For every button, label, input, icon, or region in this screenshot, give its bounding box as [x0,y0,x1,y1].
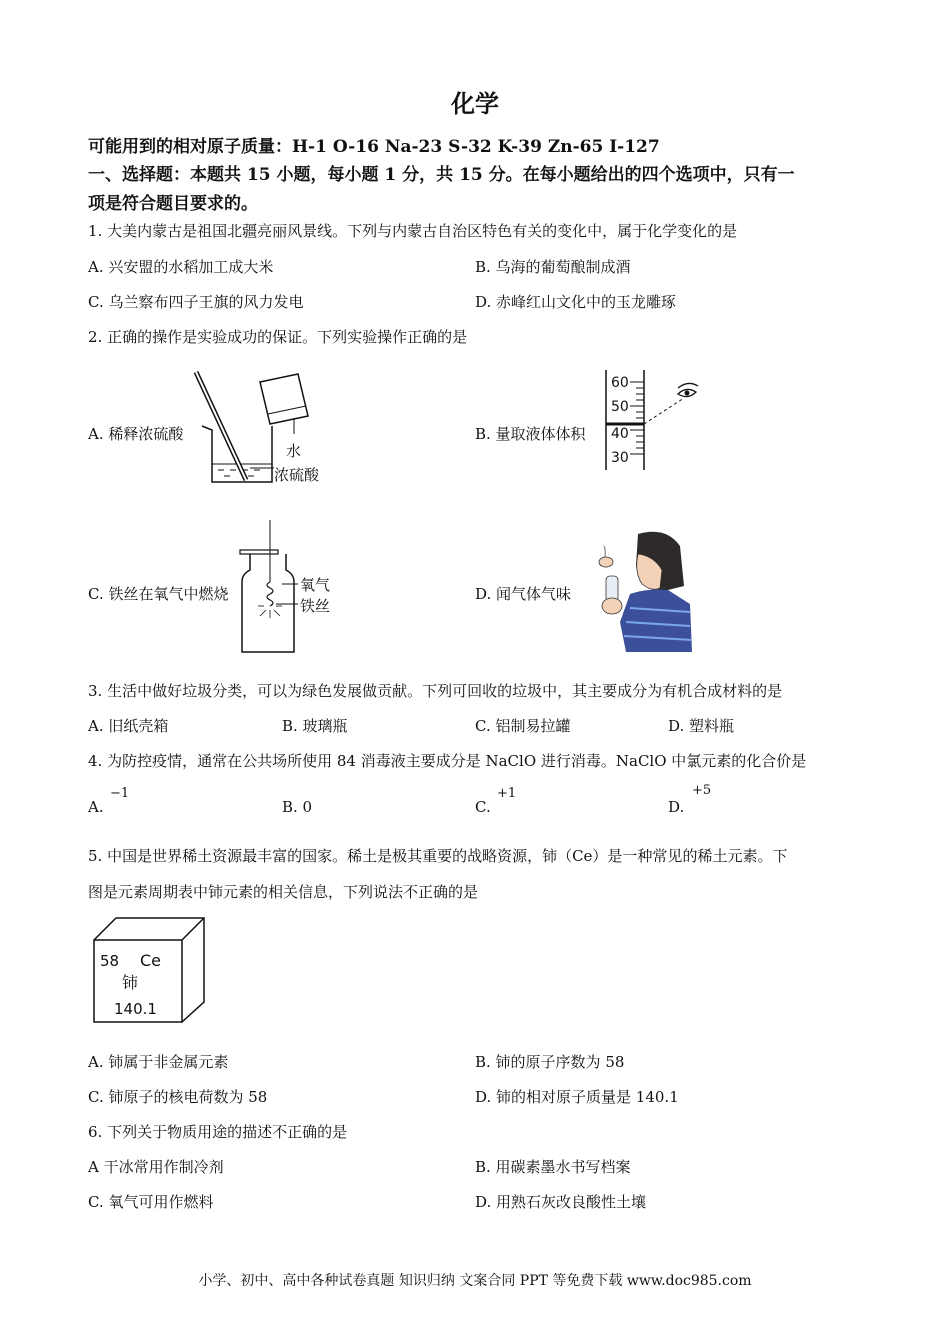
atomic-mass: 140.1 [114,1000,157,1018]
q2-option-c: C. 铁丝在氧气中燃烧 [88,585,229,603]
page-footer: 小学、初中、高中各种试卷真题 知识归纳 文案合同 PPT 等免费下载 www.doc985.com [198,1273,752,1289]
label-oxygen: 氧气 [300,576,331,594]
q6-option-c: C. 氧气可用作燃料 [88,1193,214,1211]
q6-option-a: A 干冰常用作制冷剂 [88,1158,224,1176]
figure-smell-gas [590,526,694,652]
q3-option-d: D. 塑料瓶 [668,717,735,735]
q5-stem-line2: 图是元素周期表中铈元素的相关信息，下列说法不正确的是 [88,883,479,901]
sparks [258,606,282,618]
gas-bottle [242,554,294,652]
tick-label-60: 60 [611,375,629,391]
q2-stem: 2. 正确的操作是实验成功的保证。下列实验操作正确的是 [88,328,468,346]
q5-option-c: C. 铈原子的核电荷数为 58 [88,1088,268,1106]
q5-stem-line1: 5. 中国是世界稀土资源最丰富的国家。稀土是极其重要的战略资源，铈（Ce）是一种常见的稀土元素。下 [88,847,788,865]
q4-option-d: D. [668,798,685,816]
q6-stem: 6. 下列关于物质用途的描述不正确的是 [88,1123,348,1141]
sight-line [644,398,684,424]
atomic-mass-line: 可能用到的相对原子质量：H-1 O-16 Na-23 S-32 K-39 Zn-65 I-127 [88,137,660,157]
beaker-outline [202,426,272,482]
label-conc-acid: 浓硫酸 [274,466,320,484]
q3-option-a: A. 旧纸壳箱 [88,717,169,735]
q1-stem: 1. 大美内蒙古是祖国北疆亮丽风景线。下列与内蒙古自治区特色有关的变化中，属于化学变化的是 [88,222,738,240]
q4-option-a-value: −1 [110,786,130,801]
q5-option-d: D. 铈的相对原子质量是 140.1 [475,1088,679,1106]
q1-option-a: A. 兴安盟的水稻加工成大米 [88,258,274,276]
pouring-beaker [260,374,308,424]
figure-read-volume [600,368,700,474]
q1-option-b: B. 乌海的葡萄酿制成酒 [475,258,631,276]
q1-option-d: D. 赤峰红山文化中的玉龙雕琢 [475,293,677,311]
section-heading-line1: 一、选择题：本题共 15 小题，每小题 1 分，共 15 分。在每小题给出的四个选项中，只有一 [88,165,795,185]
element-cell-cerium [90,914,208,1026]
q4-stem: 4. 为防控疫情，通常在公共场所使用 84 消毒液主要成分是 NaClO 进行消毒。NaClO 中氯元素的化合价是 [88,752,807,770]
q6-option-d: D. 用熟石灰改良酸性土壤 [475,1193,647,1211]
q4-option-c: C. [475,798,491,816]
q4-option-c-value: +1 [497,786,517,801]
scale-ticks [630,382,644,454]
q2-option-d: D. 闻气体气味 [475,585,572,603]
q3-stem: 3. 生活中做好垃圾分类，可以为绿色发展做贡献。下列可回收的垃圾中，其主要成分为有机合成材料的是 [88,682,783,700]
tick-label-40: 40 [611,426,629,442]
atomic-number: 58 [100,952,120,970]
element-symbol: Ce [140,951,162,970]
q3-option-b: B. 玻璃瓶 [282,717,348,735]
eye-icon [678,383,698,396]
shirt-icon [620,590,692,653]
liquid-dashes [218,470,260,476]
waving-hand-icon [599,557,613,567]
page-title: 化学 [451,89,499,118]
figure-iron-burning [236,518,356,658]
q3-option-c: C. 铝制易拉罐 [475,717,571,735]
q5-option-a: A. 铈属于非金属元素 [88,1053,229,1071]
figure-dilute-acid [190,368,350,488]
tick-label-30: 30 [611,450,629,466]
glass-plate [240,550,278,554]
q6-option-b: B. 用碳素墨水书写档案 [475,1158,631,1176]
label-iron-wire: 铁丝 [300,597,331,615]
q2-option-b: B. 量取液体体积 [475,425,586,443]
hand-icon [602,598,622,614]
q4-option-b: B. 0 [282,798,313,816]
section-heading-line2: 项是符合题目要求的。 [88,194,258,214]
q2-option-a: A. 稀释浓硫酸 [88,425,184,443]
q5-option-b: B. 铈的原子序数为 58 [475,1053,625,1071]
element-name: 铈 [122,973,139,992]
q4-option-a: A. [88,798,104,816]
tick-label-50: 50 [611,399,629,415]
label-water: 水 [286,442,302,460]
wire-coil [267,582,273,606]
q4-option-d-value: +5 [692,783,712,798]
q1-option-c: C. 乌兰察布四子王旗的风力发电 [88,293,304,311]
